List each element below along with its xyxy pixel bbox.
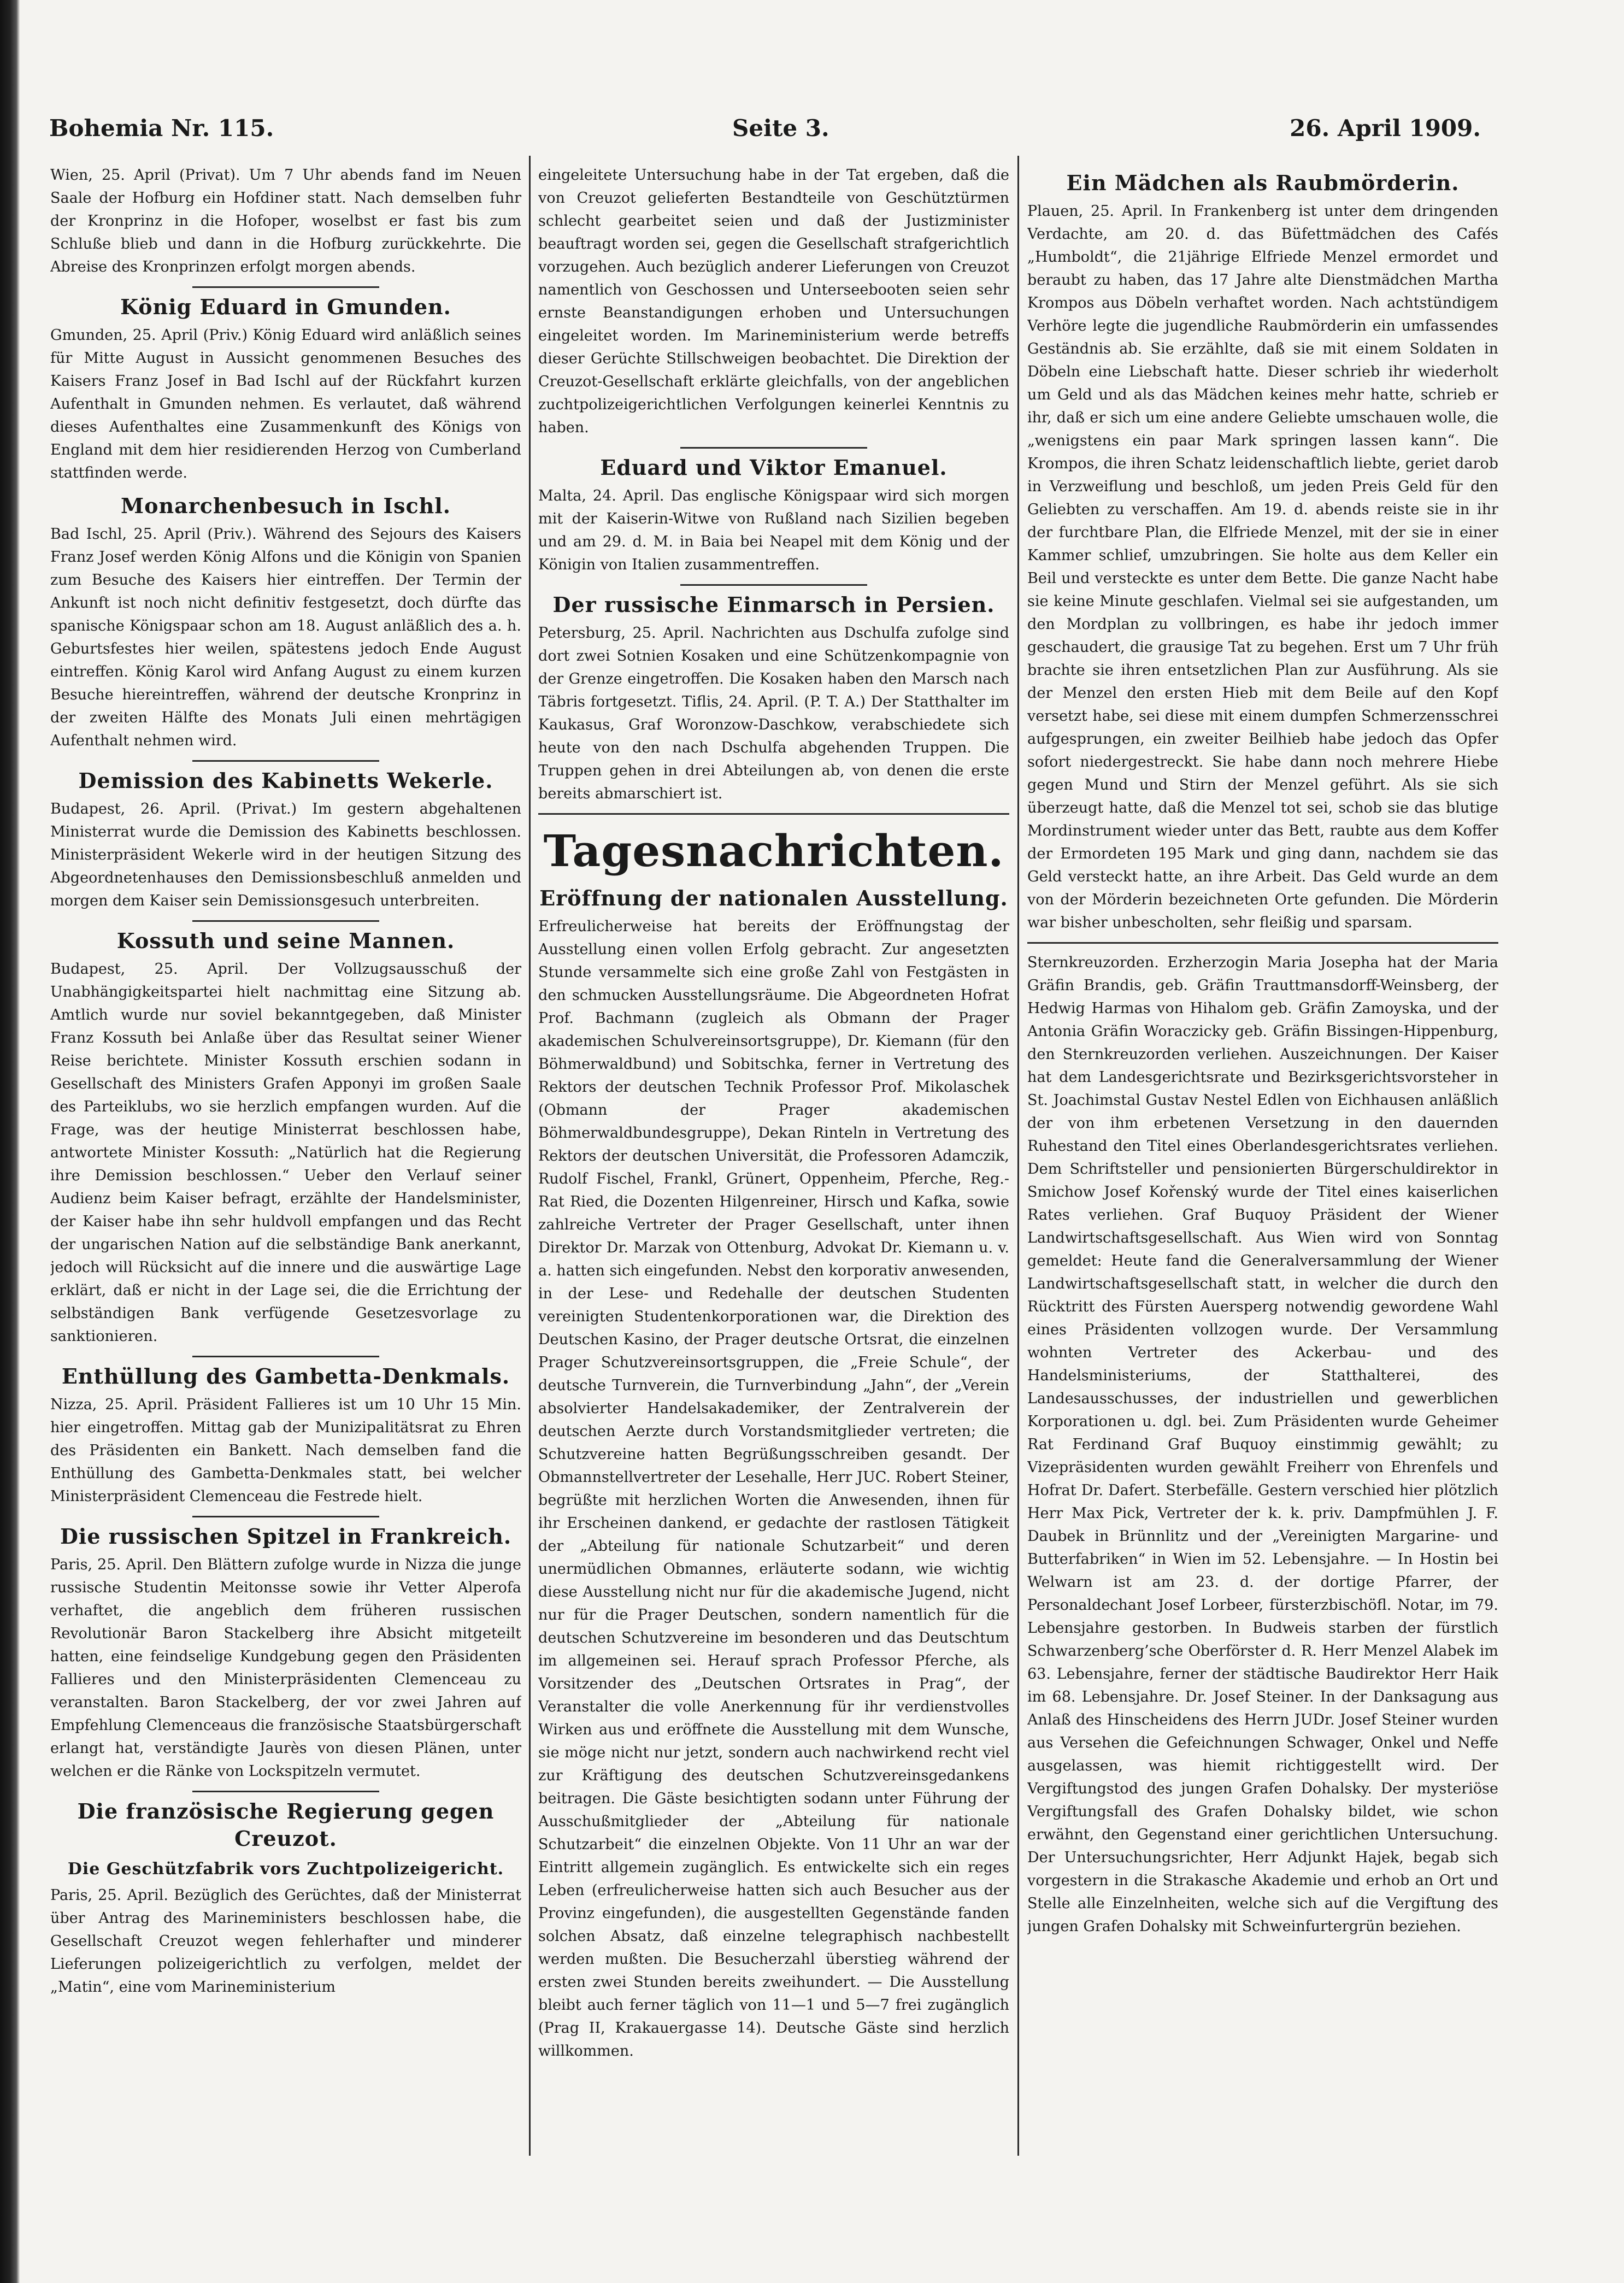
section-divider [538, 813, 1009, 815]
article-text: Gmunden, 25. April (Priv.) König Eduard wird anläßlich seines für Mitte August in Aussicht genommenen Besuches des Kaisers Franz Josef in Bad Ischl auf der Rückfahrt kurzen Aufenthalt in Gmunden nehmen. Es verlautet, daß während dieses Aufenthaltes eine Zusammenkunft des Königs von England mit dem hier residierenden Herzog von Cumberland stattfinden werde. [50, 327, 521, 481]
article [538, 885, 1009, 2063]
column-divider [1017, 156, 1019, 2156]
article-text: Erfreulicherweise hat bereits der Eröffnungstag der Ausstellung einen vollen Erfolg gebracht. Zur angesetzten Stunde versammelte sich eine große Zahl von Festgästen in den schmucken Ausstellungsräume. Die Abgeordneten Hofrat Prof. Bachmann (zugleich als Obmann der Prager akademischen Schulvereinsortsgruppe), Dr. Kiemann (für den Böhmerwaldbund) und Sobitschka, ferner in Vertretung des Rektors der deutschen Technik Professor Prof. Mikolaschek (Obmann der Prager akademischen Böhmerwaldbundesgruppe), Dekan Rinteln in Vertretung des Rektors der deutschen Universität, die Professoren Adamczik, Rudolf Fischel, Frankl, Grünert, Oppenheim, Pferche, Reg.-Rat Ried, die Dozenten Hilgenreiner, Hirsch und Kafka, sowie zahlreiche Vertreter der Prager Gesellschaft, unter ihnen Direktor Dr. Marzak von Ottenburg, Advokat Dr. Kiemann u. v. a. hatten sich eingefunden. Nebst den korporativ anwesenden, in der Lese- und Redehalle der deutschen Studenten vereinigten Studentenkorporationen war, die Direktion des Deutschen Kasino, der Prager deutsche Ortsrat, die einzelnen Prager Schutzvereinsortsgruppen, die „Freie Schule“, der deutsche Turnverein, die Turnverbindung „Jahn“, der „Verein absolvierter Handelsakademiker, der Zentralverein der deutschen Aerzte durch Vorstandsmitglieder vertreten; die Schutzvereine hatten Begrüßungsschreiben gesandt. Der Obmannstellvertreter der Lesehalle, Herr JUC. Robert Steiner, begrüßte mit herzlichen Worten die Anwesenden, ihnen für ihr Erscheinen dankend, er gedachte der rastlosen Tätigkeit der „Abteilung für nationale Schutzarbeit“ und deren unermüdlichen Obmannes, erläuterte sodann, wie wichtig diese Ausstellung nicht nur für die akademische Jugend, nicht nur für die Prager Deutschen, sondern namentlich für die deutschen Schutzvereine im besonderen und das Deutschtum im allgemeinen sei. Herauf sprach Professor Pferche, als Vorsitzender des „Deutschen Ortsrates in Prag“, der Veranstalter die volle Anerkennung für ihr verdienstvolles Wirken aus und eröffnete die Ausstellung mit dem Wunsche, sie möge nicht nur jetzt, sondern auch nachwirkend recht viel zur Kräftigung des deutschen Schutzvereinsgedankens beitragen. Die Gäste besichtigten sodann unter Führung der Ausschußmitglieder der „Abteilung für nationale Schutzarbeit“ die einzelnen Objekte. Von 11 Uhr an war der Eintritt allgemein zugänglich. Es entwickelte sich ein reges Leben (erfreulicherweise hatten sich auch Besucher aus der Provinz eingefunden), die ausgestellten Gegenstände fanden solchen Absatz, daß einzelne telegraphisch nachbestellt werden mußten. Die Besucherzahl überstieg während der ersten zwei Stunden bereits zweihundert. — Die Ausstellung bleibt auch ferner täglich von 11—1 und 5—7 frei zugänglich (Prag II, Krakauergasse 14). Deutsche Gäste sind herzlich willkommen. [538, 918, 1009, 2060]
article-title: Ein Mädchen als Raubmörderin. [1066, 170, 1460, 195]
article [50, 1523, 521, 1783]
article-text: Paris, 25. April. Bezüglich des Gerüchtes, daß der Ministerrat über Antrag des Marineministers beschlossen habe, die Gesellschaft Creuzot wegen fehlerhafter und minderer Lieferungen polizeigerichtlich zu verfolgen, meldet der „Matin“, eine vom Marineministerium [50, 1887, 521, 1996]
article-text: Plauen, 25. April. In Frankenberg ist unter dem dringenden Verdachte, am 20. d. das Büfettmädchen des Cafés „Humboldt“, die 21jährige Elfriede Menzel ermordet und beraubt zu haben, das 17 Jahre alte Dienstmädchen Martha Krompos aus Döbeln verhaftet worden. Nach achtstündigem Verhöre legte die jugendliche Raubmörderin ein umfassendes Geständnis ab. Sie erzählte, daß sie mit einem Soldaten in Döbeln eine Liebschaft hatte. Dieser schrieb ihr wiederholt um Geld und als das Mädchen keines mehr hatte, schrieb er ihr, daß er sich um eine andere Geliebte umschauen wolle, die „wenigstens ein paar Mark springen lassen kann“. Die Krompos, die ihren Schatz leidenschaftlich liebte, geriet darob in Verzweiflung und beschloß, um jeden Preis Geld für den Geliebten zu verschaffen. Am 19. d. abends reiste sie in ihr der furchtbare Plan, die Elfriede Menzel, mit der sie in einer Kammer schlief, umzubringen. Sie holte aus dem Keller ein Beil und versteckte es unter dem Bette. Die ganze Nacht habe sie keine Minute geschlafen. Vielmal sei sie aufgestanden, um den Mordplan zu vollbringen, es habe ihr jedoch immer geschaudert, die grausige Tat zu begehen. Erst um 7 Uhr früh brachte sie ihren entsetzlichen Plan zur Ausführung. Als sie der Menzel den ersten Hieb mit dem Beile auf den Kopf versetzt habe, sei diese mit einem dumpfen Schmerzensschrei aufgesprungen, ein zweiter Beilhieb habe jedoch das Opfer sofort niedergestreckt. Sie habe dann noch mehrere Hiebe gegen Mund und Stirn der Menzel geführt. Als sie sich überzeugt hatte, daß die Menzel tot sei, schob sie das blutige Mordinstrument wieder unter das Bett, raubte aus dem Koffer der Ermordeten 195 Mark und ging dann, nachdem sie das Geld versteckt hatte, an ihre Arbeit. Das Geld wurde an dem von der Mörderin bezeichneten Orte gefunden. Die Mörderin war bisher unbescholten, sehr fleißig und sparsam. [1027, 203, 1498, 931]
article-text: eingeleitete Untersuchung habe in der Tat ergeben, daß die von Creuzot gelieferten Bestandteile von Geschütztürmen schlecht gearbeitet seien und daß der Justizminister beauftragt worden sei, gegen die Gesellschaft strafgerichtlich vorzugehen. Auch bezüglich anderer Lieferungen von Creuzot namentlich von Geschossen und Unterseebooten seien sehr ernste Beanstandigungen erhoben und Untersuchungen eingeleitet worden. Im Marineministerium werde betreffs dieser Gerüchte Stillschweigen beobachtet. Die Direktion der Creuzot-Gesellschaft erklärte gleichfalls, von der angeblichen zuchtpolizeigerichtlichen Verfolgungen keinerlei Kenntnis zu haben. [538, 167, 1009, 436]
article-text: Paris, 25. April. Den Blättern zufolge wurde in Nizza die junge russische Studentin Meitonsse sowie ihr Vetter Alperofa verhaftet, die angeblich dem früheren russischen Revolutionär Baron Stackelberg ihre Absicht mitgeteilt hatten, eine feindselige Kundgebung gegen den Präsidenten Fallieres und den Ministerpräsidenten Clemenceau zu veranstalten. Baron Stackelberg, der vor zwei Jahren auf Empfehlung Clemenceaus die französische Staatsbürgerschaft erlangt hat, verständigte Jaurès von diesen Plänen, unter welchen er die Ränke von Lockspitzeln vermutet. [50, 1556, 521, 1780]
article-text: Nizza, 25. April. Präsident Fallieres ist um 10 Uhr 15 Min. hier eingetroffen. Mittag gab der Munizipalitätsrat zu Ehren des Präsidenten ein Bankett. Nach demselben fand die Enthüllung des Gambetta-Denkmales statt, bei welcher Ministerpräsident Clemenceau die Festrede hielt. [50, 1396, 521, 1505]
article-title: Eröffnung der nationalen Ausstellung. [539, 886, 1008, 910]
article-divider [192, 1516, 379, 1517]
article [538, 454, 1009, 576]
article-divider [1027, 942, 1498, 944]
article [50, 1798, 521, 1999]
header-page-number: Seite 3. [732, 115, 829, 142]
article-divider [680, 584, 867, 586]
article-divider [192, 920, 379, 922]
article-text: Sternkreuzorden. Erzherzogin Maria Josepha hat der Maria Gräfin Brandis, geb. Gräfin Trauttmansdorff-Weinsberg, der Hedwig Harmas von Hihalom geb. Gräfin Zamoyska, und der Antonia Gräfin Woraczicky geb. Gräfin Bissingen-Hippenburg, den Sternkreuzorden verliehen. Auszeichnungen. Der Kaiser hat dem Landesgerichtsrate und Bezirksgerichtsvorsteher in St. Joachimstal Gustav Nestel Edlen von Eichhausen anläßlich der von ihm erbetenen Versetzung in den dauernden Ruhestand den Titel eines Oberlandesgerichtsrates verliehen. Dem Schriftsteller und pensionierten Bürgerschuldirektor in Smichow Josef Kořenský wurde der Titel eines kaiserlichen Rates verliehen. Graf Buquoy Präsident der Wiener Landwirtschaftsgesellschaft. Aus Wien wird von Sonntag gemeldet: Heute fand die Generalversammlung der Wiener Landwirtschaftsgesellschaft statt, in welcher die durch den Rücktritt des Fürsten Auersperg notwendig gewordene Wahl eines Präsidenten vollzogen wurde. Der Versammlung wohnten Vertreter des Ackerbau- und des Handelsministeriums, der Statthalterei, des Landesausschusses, der industriellen und gewerblichen Korporationen u. dgl. bei. Zum Präsidenten wurde Geheimer Rat Ferdinand Graf Buquoy einstimmig gewählt; zu Vizepräsidenten wurden gewählt Freiherr von Ehrenfels und Hofrat Dr. Dafert. Sterbefälle. Gestern verschied hier plötzlich Herr Max Pick, Vertreter der k. k. priv. Dampfmühlen J. F. Daubek in Brünnlitz und der „Vereinigten Margarine- und Butterfabriken“ in Wien im 52. Lebensjahre. — In Hostin bei Welwarn ist am 23. d. der dortige Pfarrer, der Personaldechant Josef Lorbeer, fürsterzbischöfl. Notar, im 79. Lebensjahre gestorben. In Budweis starben der fürstlich Schwarzenberg’sche Oberförster d. R. Herr Menzel Alabek im 63. Lebensjahre, ferner der städtische Baudirektor Herr Haik im 68. Lebensjahre. Dr. Josef Steiner. In der Danksagung aus Anlaß des Hinscheidens des Herrn JUDr. Josef Steiner wurden aus Versehen die Gefeichnungen Schwager, Onkel und Neffe ausgelassen, was hiemit richtiggestellt wird. Der Vergiftungstod des jungen Grafen Dohalsky. Der mysteriöse Vergiftungsfall des Grafen Dohalsky bildet, wie schon erwähnt, den Gegenstand einer gerichtlichen Untersuchung. Der Untersuchungsrichter, Herr Adjunkt Hajek, begab sich vorgestern in die Strakasche Akademie und erhob an Ort und Stelle alle Einzelnheiten, welche sich auf die Vergiftung des jungen Grafen Dohalsky mit Schweinfurtergrün beziehen. [1027, 954, 1498, 1935]
page-header [49, 115, 1481, 148]
section-header [538, 825, 1009, 877]
article-text: Petersburg, 25. April. Nachrichten aus Dschulfa zufolge sind dort zwei Sotnien Kosaken und eine Schützenkompagnie von der Grenze eingetroffen. Die Kosaken haben den Marsch nach Täbris fortgesetzt. Tiflis, 24. April. (P. T. A.) Der Statthalter im Kaukasus, Graf Woronzow-Daschkow, verabschiedete sich heute von den nach Dschulfa abgehenden Truppen. Die Truppen gehen in drei Abteilungen ab, von denen die erste bereits abmarschiert ist. [538, 625, 1009, 802]
article-text: Bad Ischl, 25. April (Priv.). Während des Sejours des Kaisers Franz Josef werden König Alfons und die Königin von Spanien zum Besuche des Kaisers hier eintreffen. Der Termin der Ankunft ist noch nicht definitiv festgesetzt, doch dürfte das spanische Königspaar schon am 18. August anläßlich des a. h. Geburtsfestes hier weilen, spätestens jedoch Ende August eintreffen. König Karol wird Anfang August zu einem kurzen Besuche hiereintreffen, während der deutsche Kronprinz in der zweiten Hälfte des Monats Juli einen mehrtägigen Aufenthalt nehmen wird. [50, 526, 521, 749]
article-title: Die französische Regierung gegen Creuzot. [77, 1799, 495, 1851]
article-text: Wien, 25. April (Privat). Um 7 Uhr abends fand im Neuen Saale der Hofburg ein Hofdiner statt. Nach demselben fuhr der Kronprinz in die Hofoper, woselbst er fast bis zum Schluße blieb und dann in die Hofburg zurückkehrte. Die Abreise des Kronprinzen erfolgt morgen abends. [50, 167, 521, 275]
header-issue: Bohemia Nr. 115. [49, 115, 274, 142]
article-text: Malta, 24. April. Das englische Königspaar wird sich morgen mit der Kaiserin-Witwe von Rußland nach Sizilien begeben und am 29. d. M. in Baia bei Neapel mit dem König und der Königin von Italien zusammentreffen. [538, 487, 1009, 573]
article-divider [192, 1356, 379, 1357]
article-divider [192, 286, 379, 288]
article-subtitle: Die Geschützfabrik vors Zuchtpolizeigericht. [67, 1860, 504, 1879]
article-title: König Eduard in Gmunden. [120, 295, 451, 319]
article [538, 591, 1009, 805]
article [50, 492, 521, 752]
article [1027, 169, 1498, 934]
article-title: Demission des Kabinetts Wekerle. [78, 768, 493, 793]
article-title: Kossuth und seine Mannen. [116, 928, 455, 953]
scan-edge-shadow [0, 0, 20, 2283]
article-title: Enthüllung des Gambetta-Denkmals. [61, 1364, 510, 1388]
article [50, 293, 521, 485]
article-divider [680, 447, 867, 449]
article [538, 164, 1009, 439]
article [1027, 951, 1498, 1938]
column-divider [529, 156, 531, 2156]
column-2 [538, 164, 1009, 2153]
article [50, 927, 521, 1348]
column-1 [50, 164, 521, 2153]
header-date: 26. April 1909. [1290, 115, 1481, 142]
article-title: Der russische Einmarsch in Persien. [552, 592, 995, 617]
article-title: Eduard und Viktor Emanuel. [600, 455, 948, 480]
article-divider [192, 760, 379, 762]
article [50, 767, 521, 913]
article-text: Budapest, 25. April. Der Vollzugsausschuß der Unabhängigkeitspartei hielt nachmittag eine Sitzung ab. Amtlich wurde nur soviel bekanntgegeben, daß Minister Franz Kossuth bei Anlaße über das Resultat seiner Wiener Reise berichtete. Minister Kossuth erschien sodann in Gesellschaft des Ministers Grafen Apponyi im großen Saale des Parteiklubs, wo sie herzlich empfangen wurden. Auf die Frage, was der heutige Ministerrat beschlossen habe, antwortete Minister Kossuth: „Natürlich hat die Regierung ihre Demission beschlossen.“ Ueber den Verlauf seiner Audienz beim Kaiser befragt, erzählte der Handelsminister, der Kaiser habe ihn sehr huldvoll empfangen und das Recht der ungarischen Nation auf die selbständige Bank anerkannt, jedoch will Rücksicht auf die innere und die auswärtige Lage erklärt, daß er nicht in der Lage sei, die die Errichtung der selbständigen Bank verfügende Gesetzesvorlage zu sanktionieren. [50, 961, 521, 1345]
column-3 [1027, 164, 1498, 2153]
article-divider [192, 1791, 379, 1792]
article [50, 1363, 521, 1508]
article-title: Die russischen Spitzel in Frankreich. [60, 1524, 512, 1549]
article-title: Monarchenbesuch in Ischl. [121, 493, 451, 518]
article [50, 164, 521, 279]
article-text: Budapest, 26. April. (Privat.) Im gestern abgehaltenen Ministerrat wurde die Demission des Kabinetts beschlossen. Ministerpräsident Wekerle wird in der heutigen Sitzung des Abgeordnetenhauses den Demissionsbeschluß anmelden und morgen dem Kaiser sein Demissionsgesuch unterbreiten. [50, 801, 521, 909]
section-title: Tagesnachrichten. [543, 825, 1004, 876]
